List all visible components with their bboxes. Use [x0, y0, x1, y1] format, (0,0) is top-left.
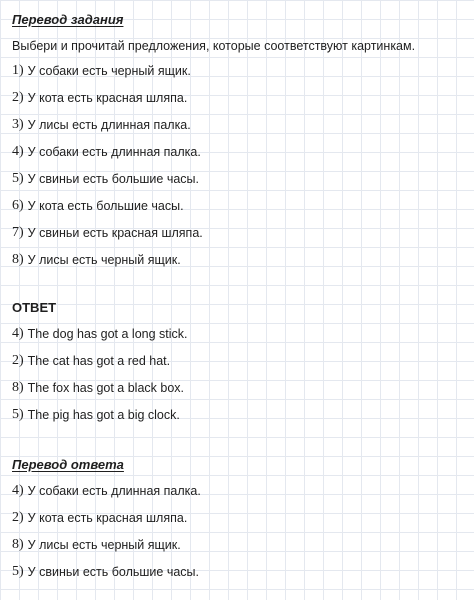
- task-translation-title: Перевод задания: [12, 12, 124, 27]
- item-number: 8): [12, 252, 24, 267]
- item-number: 7): [12, 225, 24, 240]
- answer-translation-title: Перевод ответа: [12, 457, 124, 472]
- task-sentence: [12, 252, 203, 279]
- answer-translation-list: [12, 483, 201, 591]
- item-number: 2): [12, 510, 24, 525]
- answer-sentence: [12, 380, 188, 407]
- item-number: 8): [12, 380, 24, 395]
- item-text: У кота есть большие часы.: [27, 199, 184, 213]
- answer-translation-sentence: [12, 537, 201, 564]
- item-text: У кота есть красная шляпа.: [27, 91, 188, 105]
- answer-title: ОТВЕТ: [12, 300, 57, 315]
- item-number: 8): [12, 537, 24, 552]
- answer-sentence: [12, 326, 188, 353]
- answer-translation-sentence: [12, 483, 201, 510]
- answer-list: [12, 326, 188, 434]
- item-text: The cat has got a red hat.: [27, 354, 171, 368]
- item-text: У лисы есть черный ящик.: [27, 253, 181, 267]
- task-sentence: [12, 144, 203, 171]
- item-text: У собаки есть длинная палка.: [27, 145, 201, 159]
- item-number: 1): [12, 63, 24, 78]
- item-number: 5): [12, 564, 24, 579]
- item-text: The fox has got a black box.: [27, 381, 185, 395]
- task-sentence: [12, 63, 203, 90]
- task-sentence-list: [12, 63, 203, 279]
- item-text: У кота есть красная шляпа.: [27, 511, 188, 525]
- item-number: 2): [12, 353, 24, 368]
- item-text: У лисы есть длинная палка.: [27, 118, 191, 132]
- item-text: The pig has got a big clock.: [27, 408, 180, 422]
- item-number: 6): [12, 198, 24, 213]
- task-sentence: [12, 171, 203, 198]
- item-text: У свиньи есть красная шляпа.: [27, 226, 203, 240]
- item-number: 5): [12, 171, 24, 186]
- item-text: У свиньи есть большие часы.: [27, 565, 199, 579]
- item-number: 4): [12, 144, 24, 159]
- item-number: 3): [12, 117, 24, 132]
- task-sentence: [12, 225, 203, 252]
- item-number: 5): [12, 407, 24, 422]
- item-text: У лисы есть черный ящик.: [27, 538, 181, 552]
- item-number: 4): [12, 326, 24, 341]
- answer-translation-sentence: [12, 564, 201, 591]
- task-instruction: Выбери и прочитай предложения, которые соответствуют картинкам.: [12, 39, 416, 53]
- item-number: 2): [12, 90, 24, 105]
- item-text: У собаки есть черный ящик.: [27, 64, 191, 78]
- task-sentence: [12, 90, 203, 117]
- item-text: У свиньи есть большие часы.: [27, 172, 199, 186]
- item-number: 4): [12, 483, 24, 498]
- answer-sentence: [12, 353, 188, 380]
- answer-sentence: [12, 407, 188, 434]
- answer-translation-sentence: [12, 510, 201, 537]
- item-text: The dog has got a long stick.: [27, 327, 188, 341]
- task-sentence: [12, 198, 203, 225]
- task-sentence: [12, 117, 203, 144]
- item-text: У собаки есть длинная палка.: [27, 484, 201, 498]
